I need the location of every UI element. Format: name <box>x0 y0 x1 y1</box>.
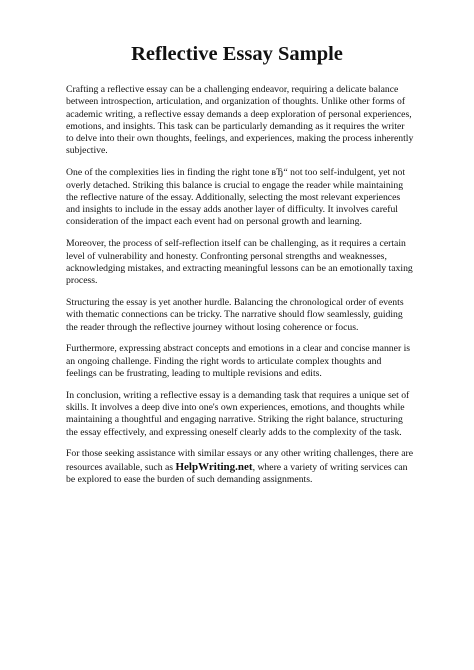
paragraph-closing <box>66 448 414 486</box>
document-body <box>66 84 414 496</box>
paragraph-tone: One of the complexities lies in finding the right tone вЂ“ not too self-indulgent, yet not overly detached. Striking this balance is crucial to engage the reader while maintaining the reflective nature of the essay. Additionally, selecting the most relevant experiences and insights to include in the essay adds another layer of difficulty. It involves careful consideration of the impact each event had on personal growth and learning. <box>66 167 406 228</box>
paragraph-intro: Crafting a reflective essay can be a challenging endeavor, requiring a delicate balance between introspection, articulation, and organization of thoughts. Unlike other forms of academic writing, a reflective essay demands a deep exploration of personal experiences, emotions, and insights. This task can be particularly demanding as it requires the writer to delve into their own thoughts, feelings, and experiences, making the process inherently subjective. <box>66 84 414 157</box>
paragraph-self-reflection: Moreover, the process of self-reflection itself can be challenging, as it requires a certain level of vulnerability and honesty. Confronting personal strengths and weaknesses, acknowledging mistakes, and extracting meaningful lessons can be an emotionally taxing process. <box>66 238 413 287</box>
paragraph-expression: Furthermore, expressing abstract concepts and emotions in a clear and concise manner is an ongoing challenge. Finding the right words to articulate complex thoughts and feelings can be frustrating, leading to multiple revisions and edits. <box>66 343 411 379</box>
closing-text-before: For those seeking assistance with similar essays or any other writing challenges, there are resources available, such as <box>66 448 414 473</box>
document-title: Reflective Essay Sample <box>131 43 343 65</box>
brand-link[interactable]: HelpWriting.net <box>175 460 253 473</box>
closing-text-after: , where a variety of writing services can be explored to ease the burden of such demanding assignments. <box>66 461 408 486</box>
paragraph-structure: Structuring the essay is yet another hurdle. Balancing the chronological order of events with thematic connections can be tricky. The narrative should flow seamlessly, guiding the reader through the reflective journey without losing coherence or focus. <box>66 296 404 333</box>
paragraph-conclusion: In conclusion, writing a reflective essay is a demanding task that requires a unique set of skills. It involves a deep dive into one's own experiences, emotions, and thoughts while maintaining a thoughtful and engaging narrative. Striking the right balance, structuring the essay effectively, and expressing oneself clearly adds to the complexity of the task. <box>66 389 410 438</box>
